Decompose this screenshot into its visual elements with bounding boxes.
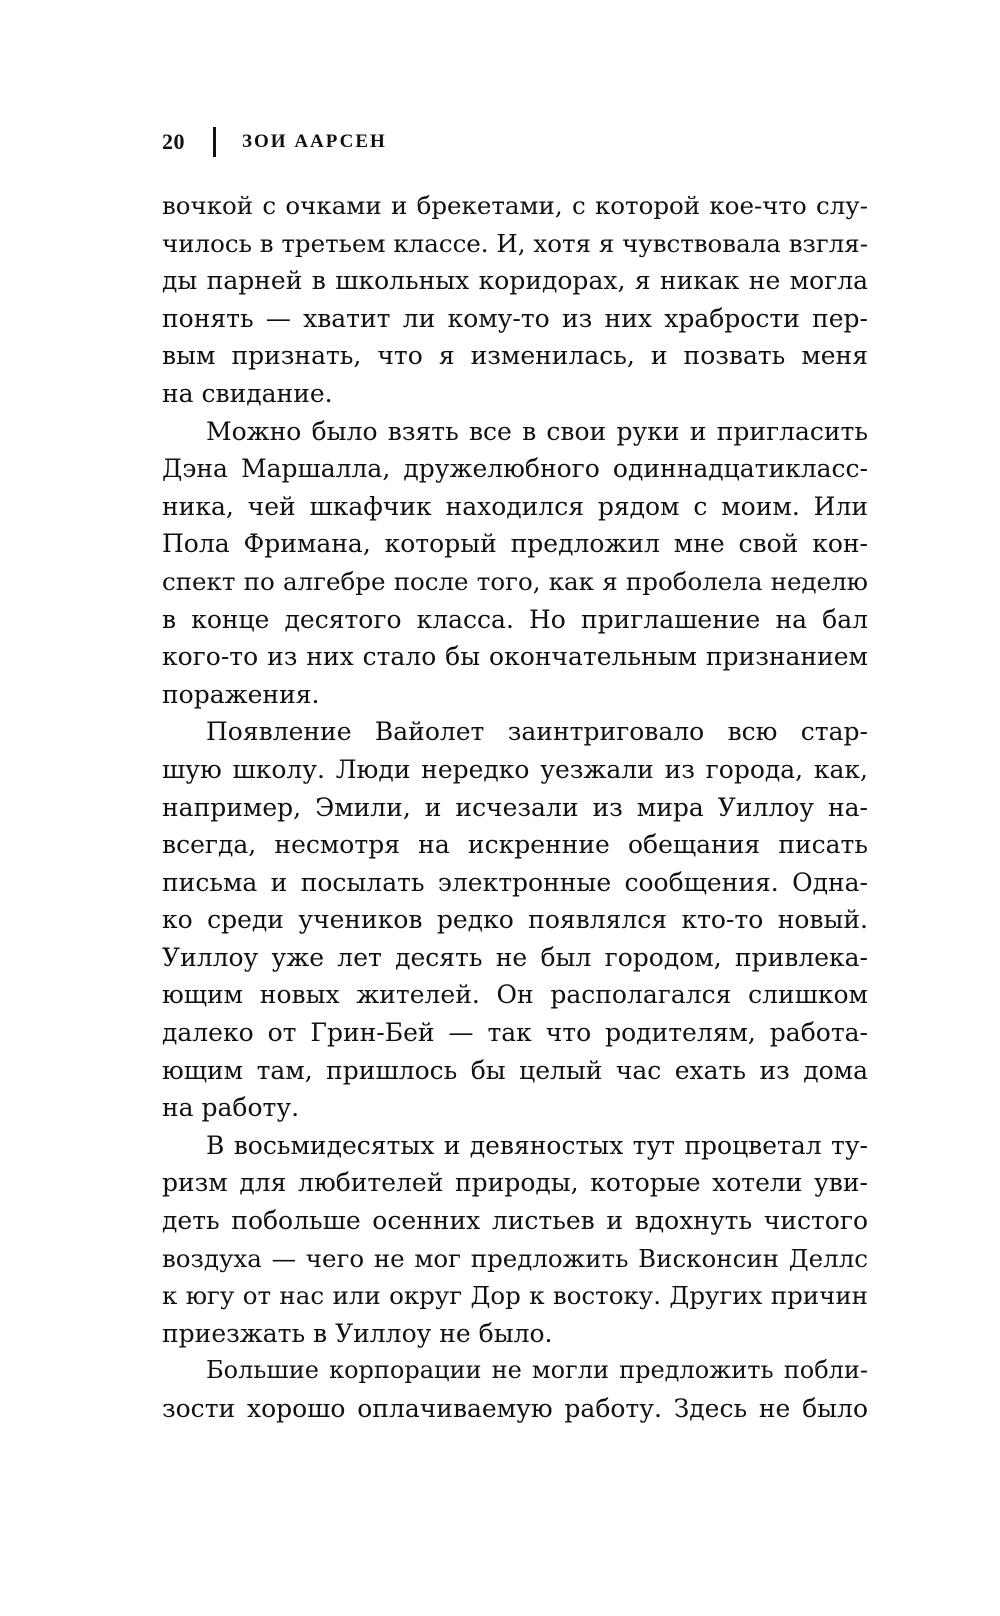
text-line: Уиллоу уже лет десять не был городом, привлека- <box>162 942 868 972</box>
text-line: Дэна Маршалла, дружелюбного одиннадцатикласс- <box>162 454 868 484</box>
text-line: зости хорошо оплачиваемую работу. Здесь не было <box>162 1394 868 1423</box>
text-line: деть побольше осенних листьев и вдохнуть чистого <box>162 1206 868 1236</box>
text-line: например, Эмили, и исчезали из мира Уиллоу на- <box>162 792 868 822</box>
text-line: в конце десятого класса. Но приглашение на бал <box>162 604 868 634</box>
text-line: письма и посылать электронные сообщения. Одна- <box>162 867 868 897</box>
text-line: Пола Фримана, который предложил мне свой кон- <box>162 529 868 559</box>
text-line: ды парней в школьных коридорах, я никак не могла <box>162 266 868 296</box>
page-number: 20 <box>162 129 185 154</box>
text-line: В восьмидесятых и девяностых тут процветал ту- <box>206 1130 868 1160</box>
text-line: далеко от Грин-Бей — так что родителям, работа- <box>162 1018 868 1048</box>
text-line: Можно было взять все в свои руки и пригласить <box>206 416 868 446</box>
text-line: вочкой с очками и брекетами, с которой кое-что слу- <box>162 191 868 220</box>
text-line: спект по алгебре после того, как я проболела неделю <box>162 566 868 596</box>
text-line: вым признать, что я изменилась, и позвать меня <box>162 341 868 371</box>
text-line: поражения. <box>162 679 320 709</box>
text-line: ющим новых жителей. Он располагался слишком <box>162 980 868 1010</box>
text-line: Появление Вайолет заинтриговало всю стар- <box>206 717 868 747</box>
text-line: ко среди учеников редко появлялся кто-то новый. <box>162 905 868 935</box>
author-name: ЗОИ ААРСЕН <box>242 131 387 152</box>
text-line: Большие корпорации не могли предложить побли- <box>206 1356 868 1385</box>
text-line: шую школу. Люди нередко уезжали из города, как, <box>162 754 868 784</box>
running-head <box>162 126 387 158</box>
text-line: на свидание. <box>162 378 333 408</box>
text-line: ющим там, пришлось бы целый час ехать из дома <box>162 1055 868 1085</box>
text-line: чилось в третьем классе. И, хотя я чувствовала взгля- <box>162 228 868 258</box>
header-divider <box>213 127 216 157</box>
text-line: приезжать в Уиллоу не было. <box>162 1318 553 1348</box>
text-line: воздуха — чего не мог предложить Висконсин Деллс <box>162 1243 868 1273</box>
text-line: понять — хватит ли кому-то из них храбрости пер- <box>162 303 868 333</box>
body-text <box>162 187 868 1428</box>
text-line: на работу. <box>162 1093 300 1123</box>
text-line: ризм для любителей природы, которые хотели уви- <box>162 1168 868 1198</box>
text-line: кого-то из них стало бы окончательным признанием <box>162 642 868 672</box>
text-line: к югу от нас или округ Дор к востоку. Других причин <box>162 1281 868 1311</box>
text-line: ника, чей шкафчик находился рядом с моим. Или <box>162 491 868 521</box>
text-line: всегда, несмотря на искренние обещания писать <box>162 830 868 860</box>
